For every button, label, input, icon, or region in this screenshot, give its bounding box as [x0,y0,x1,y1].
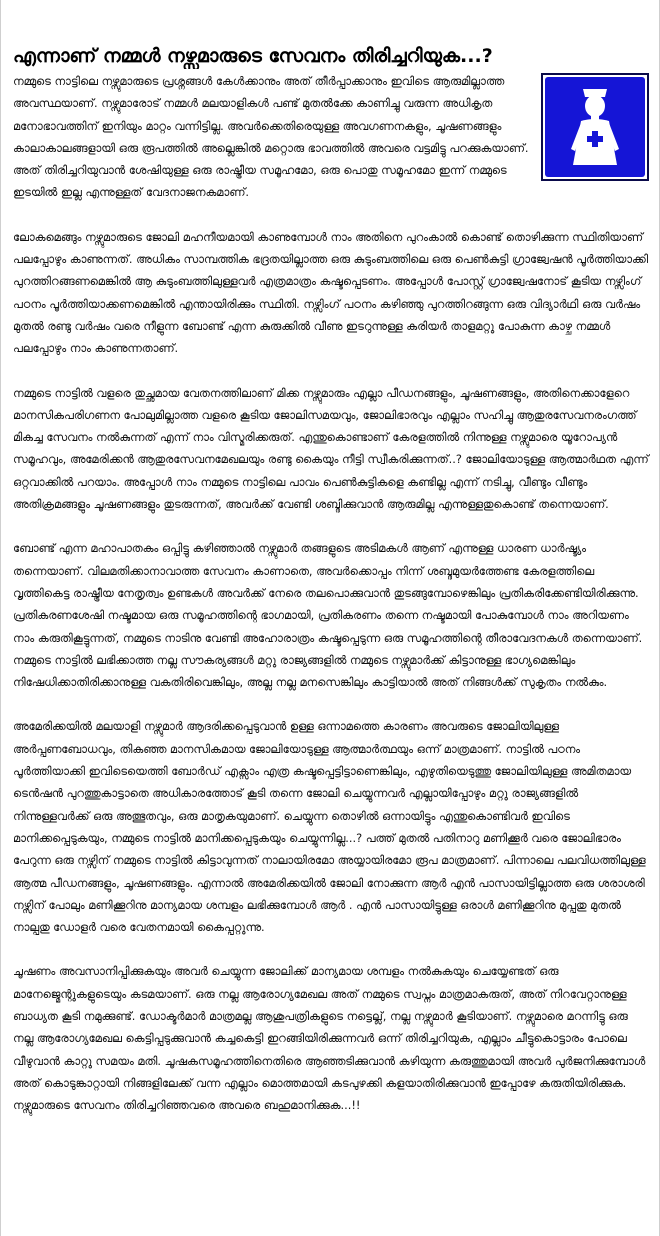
nurse-icon-graphic [545,77,645,177]
paragraph-5: അമേരിക്കയിൽ മലയാളി നഴ്സുമാർ ആദരിക്കപ്പെടുവാൻ ഉള്ള ഒന്നാമത്തെ കാരണം അവരുടെ ജോലിയിലുള്ള അർപ്പണബോധവും, തികഞ്ഞ മാനസികമായ ജോലിയോടുള്ള ആത്മാർത്ഥയും ഒന്ന് മാത്രമാണ്. നാട്ടിൽ പഠനം പൂർത്തിയാക്കി ഇവിടെയെത്തി ബോർഡ് എക്സാം എത്ര കഷ്ടപ്പെട്ടിട്ടാണെങ്കിലും, എഴുതിയെടുത്തു ജോലിയിലുള്ള അമിതമായ ടെൻഷൻ പുറത്തുകാട്ടാതെ അധികാരത്തോട് കൂടി തന്നെ ജോലി ചെയ്യുന്നവർ എല്ലായിപ്പോഴും മറ്റു രാജ്യങ്ങളിൽ നിന്നുള്ളവർക്ക് ഒരു അത്ഭുതവും, ഒരു മാതൃകയുമാണ്. ചെയ്യുന്ന തൊഴിൽ ഒന്നായിട്ടും എന്തുകൊണ്ടിവർ ഇവിടെ മാനിക്കപ്പെടുകയും, നമ്മുടെ നാട്ടിൽ മാനിക്കപ്പെടുകയും ചെയ്യുന്നില്ല...? പത്ത് മുതൽ പതിനാറു മണിക്കൂർ വരെ ജോലിഭാരം പേറുന്ന ഒരു നഴ്സിന് നമ്മുടെ നാട്ടിൽ കിട്ടാവുന്നത് നാലായിരമോ അയ്യായിരമോ രൂപ മാത്രമാണ്. പിന്നാലെ പലവിധത്തിലുള്ള ആത്മ പീഡനങ്ങളും, ചൂഷണങ്ങളും. എന്നാൽ അമേരിക്കയിൽ ജോലി നോക്കുന്ന ആർ എൻ പാസായിട്ടില്ലാത്ത ഒരു ശരാശരി നഴ്സിന് പോലും മണിക്കൂറിനു മാന്യമായ ശമ്പളം ലഭിക്കുമ്പോൾ ആർ . എൻ പാസായിട്ടുള്ള ഒരാൾ മണിക്കൂറിനു മുപ്പതു മുതൽ നാല്പതു ഡോളർ വരെ വേതനമായി കൈപ്പറ്റുന്നു. [13,719,646,935]
article-title: എന്നാണ് നമ്മൾ നഴ്സുമാരുടെ സേവനം തിരിച്ചറിയുക...? [13,44,493,67]
paragraph-6: ചൂഷണം അവസാനിപ്പിക്കുകയും അവർ ചെയ്യുന്ന ജോലിക്ക് മാന്യമായ ശമ്പളം നൽകുകയും ചെയ്യേണ്ടത് ഒരു മാനേജ്മെന്റുകളുടെയും കടമയാണ്. ഒരു നല്ല ആരോഗ്യമേഖല അത് നമ്മുടെ സ്വപ്നം മാത്രമാകരുത്, അത് നിറവേറ്റാനുള്ള ബാധ്യത കൂടി നമുക്കുണ്ട്. ഡോക്ടർമാർ മാത്രമല്ല ആശുപത്രികളുടെ നട്ടെല്ല്, നല്ല നഴ്സുമാർ കൂടിയാണ്. നഴ്സുമാരെ മറന്നിട്ടു ഒരു നല്ല ആരോഗ്യമേഖല കെട്ടിപ്പടുക്കുവാൻ കച്ചകെട്ടി ഇറങ്ങിയിരിക്കുന്നവർ ഒന്ന് തിരിച്ചറിയുക, എല്ലാം ചീട്ടുകൊട്ടാരം പോലെ വീഴുവാൻ കാറ്റു സമയം മതി. ചൂഷകസമൂഹത്തിനെതിരെ ആഞ്ഞടിക്കുവാൻ കഴിയുന്ന കരുത്തുമായി അവർ പുർജനിക്കുമ്പോൾ അത് കൊടുങ്കാറ്റായി നിങ്ങളിലേക്ക് വന്ന എല്ലാം മൊത്തമായി കടപുഴക്കി കളയാതിരിക്കുവാൻ ഇപ്പോഴേ കരുതിയിരിക്കുക. നഴ്സുമാരുടെ സേവനം തിരിച്ചറിഞ്ഞവരെ അവരെ ബഹുമാനിക്കുക...!! [13,964,646,1113]
paragraph-2: ലോകമെങ്ങും നഴ്സുമാരുടെ ജോലി മഹനീയമായി കാണുമ്പോൾ നാം അതിനെ പുറംകാൽ കൊണ്ട് തൊഴിക്കുന്ന സ്ഥിതിയാണ് പലപ്പോഴും കാണുന്നത്. അധികം സാമ്പത്തിക ഭദ്രതയില്ലാത്ത ഒരു കുടുംബത്തിലെ ഒരു പെൺകുട്ടി ഗ്രാജ്വേഷൻ പൂർത്തിയാക്കി പുറത്തിറങ്ങണമെങ്കിൽ ആ കുടുംബത്തിലുള്ളവർ എത്രമാത്രം കഷ്ടപ്പെടണം. അപ്പോൾ പോസ്റ്റ് ഗ്രാജ്വേഷനോട് കൂടിയ നഴ്സിംഗ് പഠനം പൂർത്തിയാക്കണമെങ്കിൽ എന്തായിരിക്കും സ്ഥിതി. നഴ്സിംഗ് പഠനം കഴിഞ്ഞു പുറത്തിറങ്ങുന്ന ഒരു വിദ്യാർഥി ഒരു വർഷം മുതൽ രണ്ടു വർഷം വരെ നീളുന്ന ബോണ്ട് എന്ന കുരുക്കിൽ വീണു ഇടറുന്നുള്ള കരിയർ താളമറ്റു പോകുന്ന കാഴ്ച നമ്മൾ പലപ്പോഴും നാം കാണുന്നതാണ്. [13,229,649,356]
nurse-icon [541,73,649,181]
article-body [13,70,649,1138]
paragraph-1: നമ്മുടെ നാട്ടിലെ നഴ്സുമാരുടെ പ്രശ്നങ്ങൾ കേൾക്കാനും അത് തീർപ്പാക്കാനും ഇവിടെ ആരുമില്ലാത്ത അവസ്ഥയാണ്. നഴ്സുമാരോട് നമ്മൾ മലയാളികൾ പണ്ട് മുതൽക്കേ കാണിച്ചു വരുന്ന അധികൃത മനോഭാവത്തിന് ഇനിയും മാറ്റം വന്നിട്ടില്ല. അവർക്കെതിരെയുള്ള അവഗണനകളും, ചൂഷണങ്ങളും കാലാകാലങ്ങളായി ഒരു രൂപത്തിൽ അല്ലെങ്കിൽ മറ്റൊരു ഭാവത്തിൽ അവരെ വട്ടമിട്ടു പറക്കുകയാണ്. അത് തിരിച്ചറിയുവാൻ ശേഷിയുള്ള ഒരു രാഷ്ട്രീയ സമൂഹമോ, ഒരു പൊതു സമൂഹമോ ഇന്ന് നമ്മുടെ ഇടയിൽ ഇല്ല എന്നുള്ളത് വേദനാജനകമാണ്. [13,74,529,200]
paragraph-4: ബോണ്ട് എന്ന മഹാപാതകം ഒപ്പിട്ടു കഴിഞ്ഞാൽ നഴ്സുമാർ തങ്ങളുടെ അടിമകൾ ആണ് എന്നുള്ള ധാരണ ധാർഷ്ട്യം തന്നെയാണ്. വിലമതിക്കാനാവാത്ത സേവനം കാണാതെ, അവർക്കൊപ്പം നിന്ന് ശബ്ദമുയർത്തേണ്ട കേരളത്തിലെ വൃത്തികെട്ട രാഷ്ട്രീയ നേതൃത്വം ഉണ്ടകൾ അവർക്ക് നേരെ തലപൊക്കുവാൻ തുടങ്ങുമ്പോഴെങ്കിലും പ്രതികരിക്കേണ്ടിയിരിക്കുന്നു. പ്രതികരണശേഷി നഷ്ടമായ ഒരു സമൂഹത്തിന്റെ ഭാഗമായി, പ്രതികരണം തന്നെ നഷ്ടമായി പോകുമ്പോൾ നാം അറിയണം നാം കരുതികൂട്ടുന്നത്, നമ്മുടെ നാടിനു വേണ്ടി അഹോരാത്രം കഷ്ടപ്പെടുന്ന ഒരു സമൂഹത്തിന്റെ തീരാവേദനകൾ തന്നെയാണ്. നമ്മുടെ നാട്ടിൽ ലഭിക്കാത്ത നല്ല സൗകര്യങ്ങൾ മറ്റു രാജ്യങ്ങളിൽ നമ്മുടെ നഴ്സുമാർക്ക് കിട്ടാനുള്ള ഭാഗ്യമെങ്കിലും നിഷേധിക്കാതിരിക്കാനുള്ള വകതിരിവെങ്കിലും, അല്ല നല്ല മനസെങ്കിലും കാട്ടിയാൽ അത് നിങ്ങൾക്ക് സുകൃതം നൽകും. [13,541,643,690]
paragraph-3: നമ്മുടെ നാട്ടിൽ വളരെ തുച്ഛമായ വേതനത്തിലാണ് മിക്ക നഴ്സുമാരും എല്ലാ പീഡനങ്ങളും, ചൂഷണങ്ങളും, അതിനെക്കാളേറെ മാനസികപരിഗണന പോലുമില്ലാത്ത വളരെ കൂടിയ ജോലിസമയവും, ജോലിഭാരവും എല്ലാം സഹിച്ചു ആതുരസേവനരംഗത്ത് മികച്ച സേവനം നൽകുന്നത് എന്ന് നാം വിസ്മരിക്കരുത്. എന്തുകൊണ്ടാണ് കേരളത്തിൽ നിന്നുള്ള നഴ്സുമാരെ യൂറോപ്യൻ സമൂഹവും, അമേരിക്കൻ ആതുരസേവനമേഖലയും രണ്ടു കൈയും നീട്ടി സ്വീകരിക്കുന്നത്..? ജോലിയോടുള്ള ആത്മാർഥത എന്ന് ഒറ്റവാക്കിൽ പറയാം. അപ്പോൾ നാം നമ്മുടെ നാട്ടിലെ പാവം പെൺകുട്ടികളെ കണ്ടില്ല എന്ന് നടിച്ചു, വീണ്ടും വീണ്ടും അതിക്രമങ്ങളും ചൂഷണങ്ങളും തുടരുന്നത്, അവർക്ക് വേണ്ടി ശബ്ദിക്കുവാൻ ആരുമില്ല എന്നുള്ളതുകൊണ്ട് തന്നെയാണ്. [13,385,649,512]
